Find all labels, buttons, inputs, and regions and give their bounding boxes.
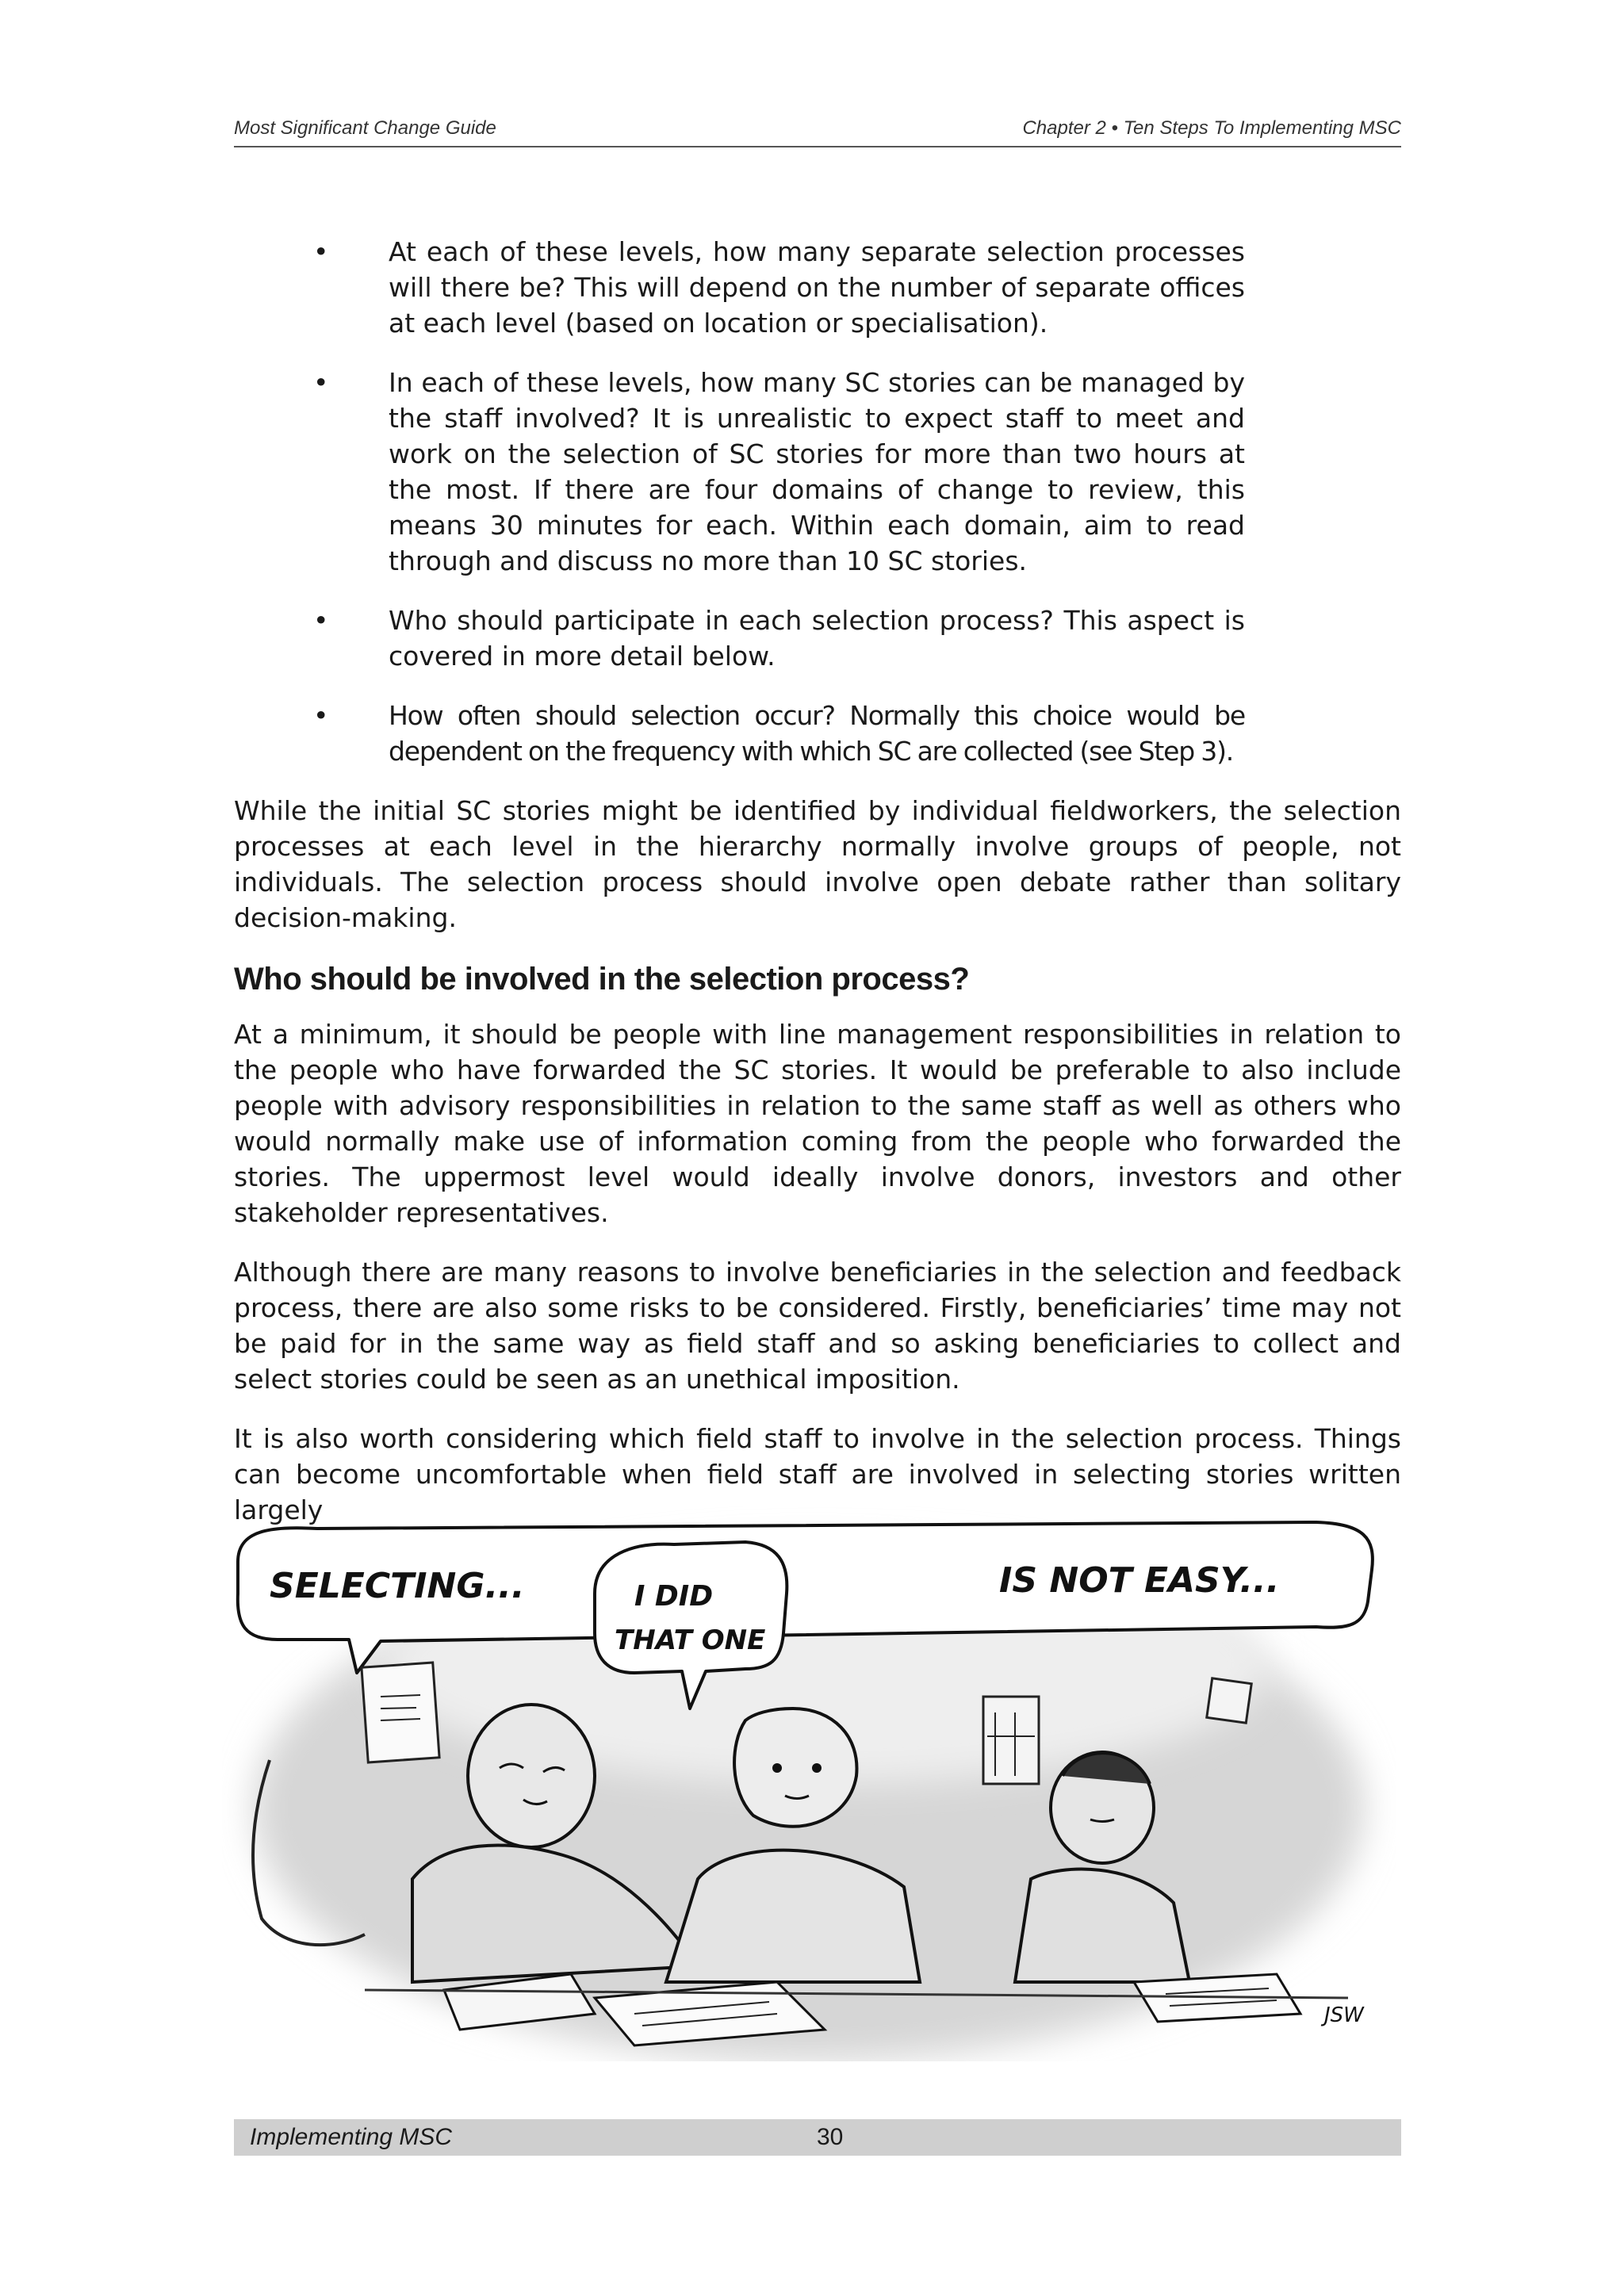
list-item-text: At each of these levels, how many separate selection processes will there be? This will depend on the number of separate offices at each level (based on location or specialisation). [389,236,1245,339]
paragraph-selection-groups: While the initial SC stories might be identified by individual fieldworkers, the selection processes at each level in the hierarchy normally involve groups of people, not individuals. The selection process should involve open debate rather than solitary decision-making. [234,795,1401,933]
bullet-marker: • [313,700,328,731]
small-bubble-line-2: THAT ONE [615,1624,766,1656]
bubble-text-selecting: SELECTING... [270,1566,525,1606]
footer-section-label: Implementing MSC [250,2124,453,2150]
wall-paper-left [362,1663,439,1762]
list-item-text: Who should participate in each selection process? This aspect is covered in more detail below. [389,605,1245,672]
page-number: 30 [817,2124,844,2150]
section-heading: Who should be involved in the selection process? [234,962,970,997]
bullet-list [234,234,1401,769]
paragraph-field-staff: It is also worth considering which field staff to involve in the selection process. Things can become uncomfortable when field staff are involved in selecting stories written largely [234,1423,1401,1525]
wall-chart [983,1697,1039,1784]
page-body [234,234,1401,1552]
footer-bar [234,2119,1401,2156]
list-item [313,365,1245,579]
running-header [234,117,1401,147]
list-item [313,698,1245,769]
wall-note-right [1207,1678,1251,1723]
bullet-marker: • [313,605,329,636]
artist-signature: JSW [1324,2003,1364,2027]
small-bubble-line-1: I DID [634,1580,714,1613]
bullet-marker: • [313,236,329,267]
bubble-text-not-easy: IS NOT EASY... [999,1560,1280,1601]
list-item-text: How often should selection occur? Normally this choice would be dependent on the frequency with which SC are collected (see Step 3). [389,700,1245,767]
list-item-text: In each of these levels, how many SC stories can be managed by the staff involved? It is unrealistic to expect staff to meet and work on the selection of SC stories for more than two hours at the most. If there are four domains of change to review, this means 30 minutes for each. Within each domain, aim to read through and discuss no more than 10 SC stories. [389,367,1245,576]
bullet-marker: • [313,367,329,398]
list-item [313,234,1245,341]
paragraph-beneficiaries: Although there are many reasons to involve beneficiaries in the selection and feedback process, there are also some risks to be considered. Firstly, beneficiaries’ time may not be paid for in the same way as field staff and so asking beneficiaries to collect and select stories could be seen as an unethical imposition. [234,1257,1401,1395]
list-item [313,603,1245,674]
cartoon-illustration [222,1506,1396,2061]
header-guide-title: Most Significant Change Guide [234,117,496,139]
header-chapter-title: Chapter 2 • Ten Steps To Implementing MSC [1022,117,1401,139]
man-head [468,1705,595,1847]
paragraph-line-management: At a minimum, it should be people with line management responsibilities in relation to the people who have forwarded the SC stories. It would be preferable to also include people with advisory responsibilities in relation to the same staff as well as others who would normally make use of information coming from the people who forwarded the stories. The uppermost level would ideally involve donors, investors and other stakeholder representatives. [234,1019,1401,1228]
woman-hair [734,1709,856,1827]
